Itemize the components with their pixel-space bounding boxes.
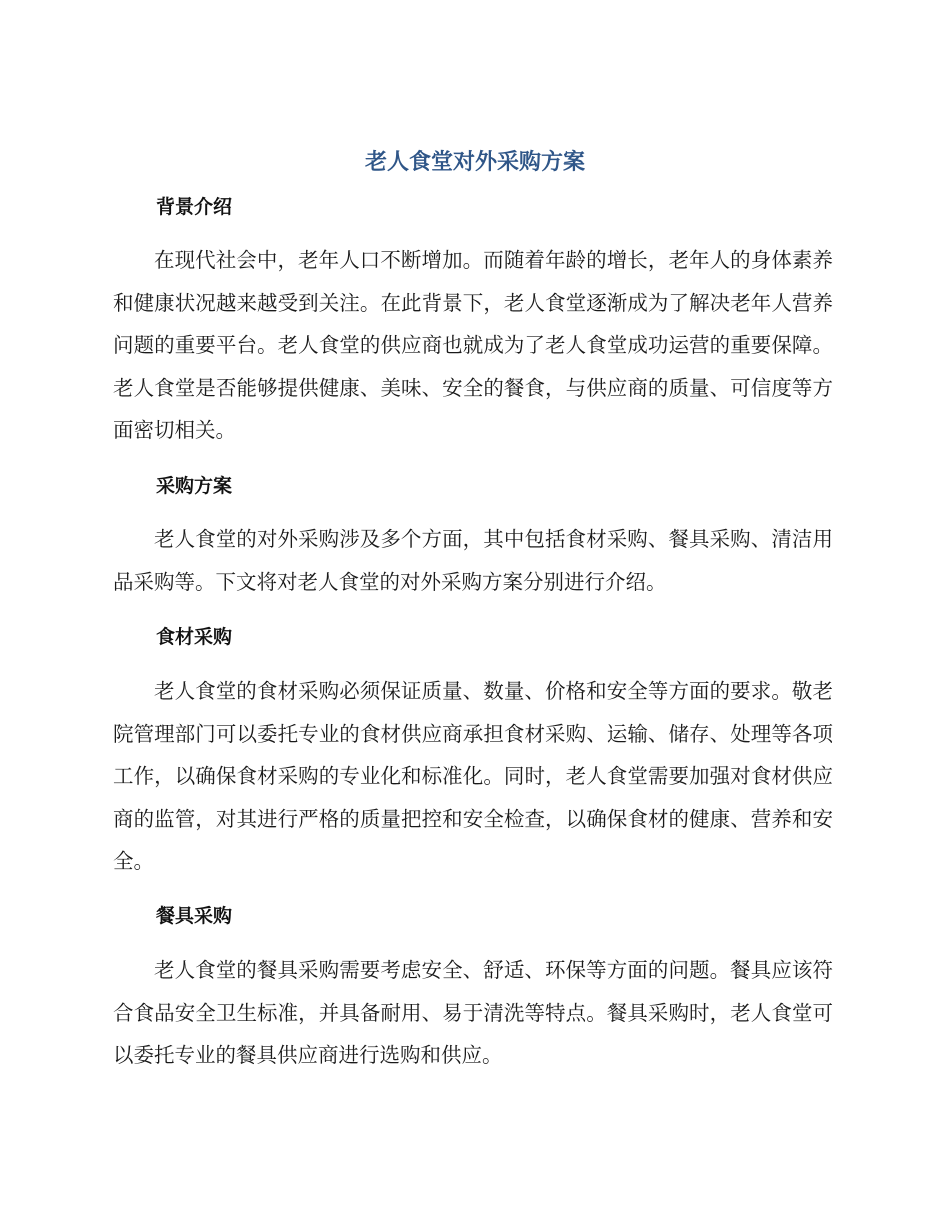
section-heading-procurement-plan: 采购方案 [156, 475, 233, 497]
paragraph-procurement-plan: 老人食堂的对外采购涉及多个方面，其中包括食材采购、餐具采购、清洁用品采购等。下文将对老人食堂的对外采购方案分别进行介绍。 [113, 527, 833, 594]
section-heading-food-procurement: 食材采购 [156, 626, 233, 648]
section-heading-background: 背景介绍 [156, 196, 233, 218]
section-heading-tableware-procurement: 餐具采购 [156, 905, 233, 927]
page-title: 老人食堂对外采购方案 [364, 150, 585, 175]
paragraph-food-procurement: 老人食堂的食材采购必须保证质量、数量、价格和安全等方面的要求。敬老院管理部门可以委托专业的食材供应商承担食材采购、运输、储存、处理等各项工作，以确保食材采购的专业化和标准化。同时，老人食堂需要加强对食材供应商的监管，对其进行严格的质量把控和安全检查，以确保食材的健康、营养和安全。 [113, 679, 833, 873]
paragraph-background: 在现代社会中，老年人口不断增加。而随着年龄的增长，老年人的身体素养和健康状况越来越受到关注。在此背景下，老人食堂逐渐成为了解决老年人营养问题的重要平台。老人食堂的供应商也就成为了老人食堂成功运营的重要保障。老人食堂是否能够提供健康、美味、安全的餐食，与供应商的质量、可信度等方面密切相关。 [113, 248, 833, 442]
paragraph-tableware-procurement: 老人食堂的餐具采购需要考虑安全、舒适、环保等方面的问题。餐具应该符合食品安全卫生标准，并具备耐用、易于清洗等特点。餐具采购时，老人食堂可以委托专业的餐具供应商进行选购和供应。 [113, 958, 833, 1067]
